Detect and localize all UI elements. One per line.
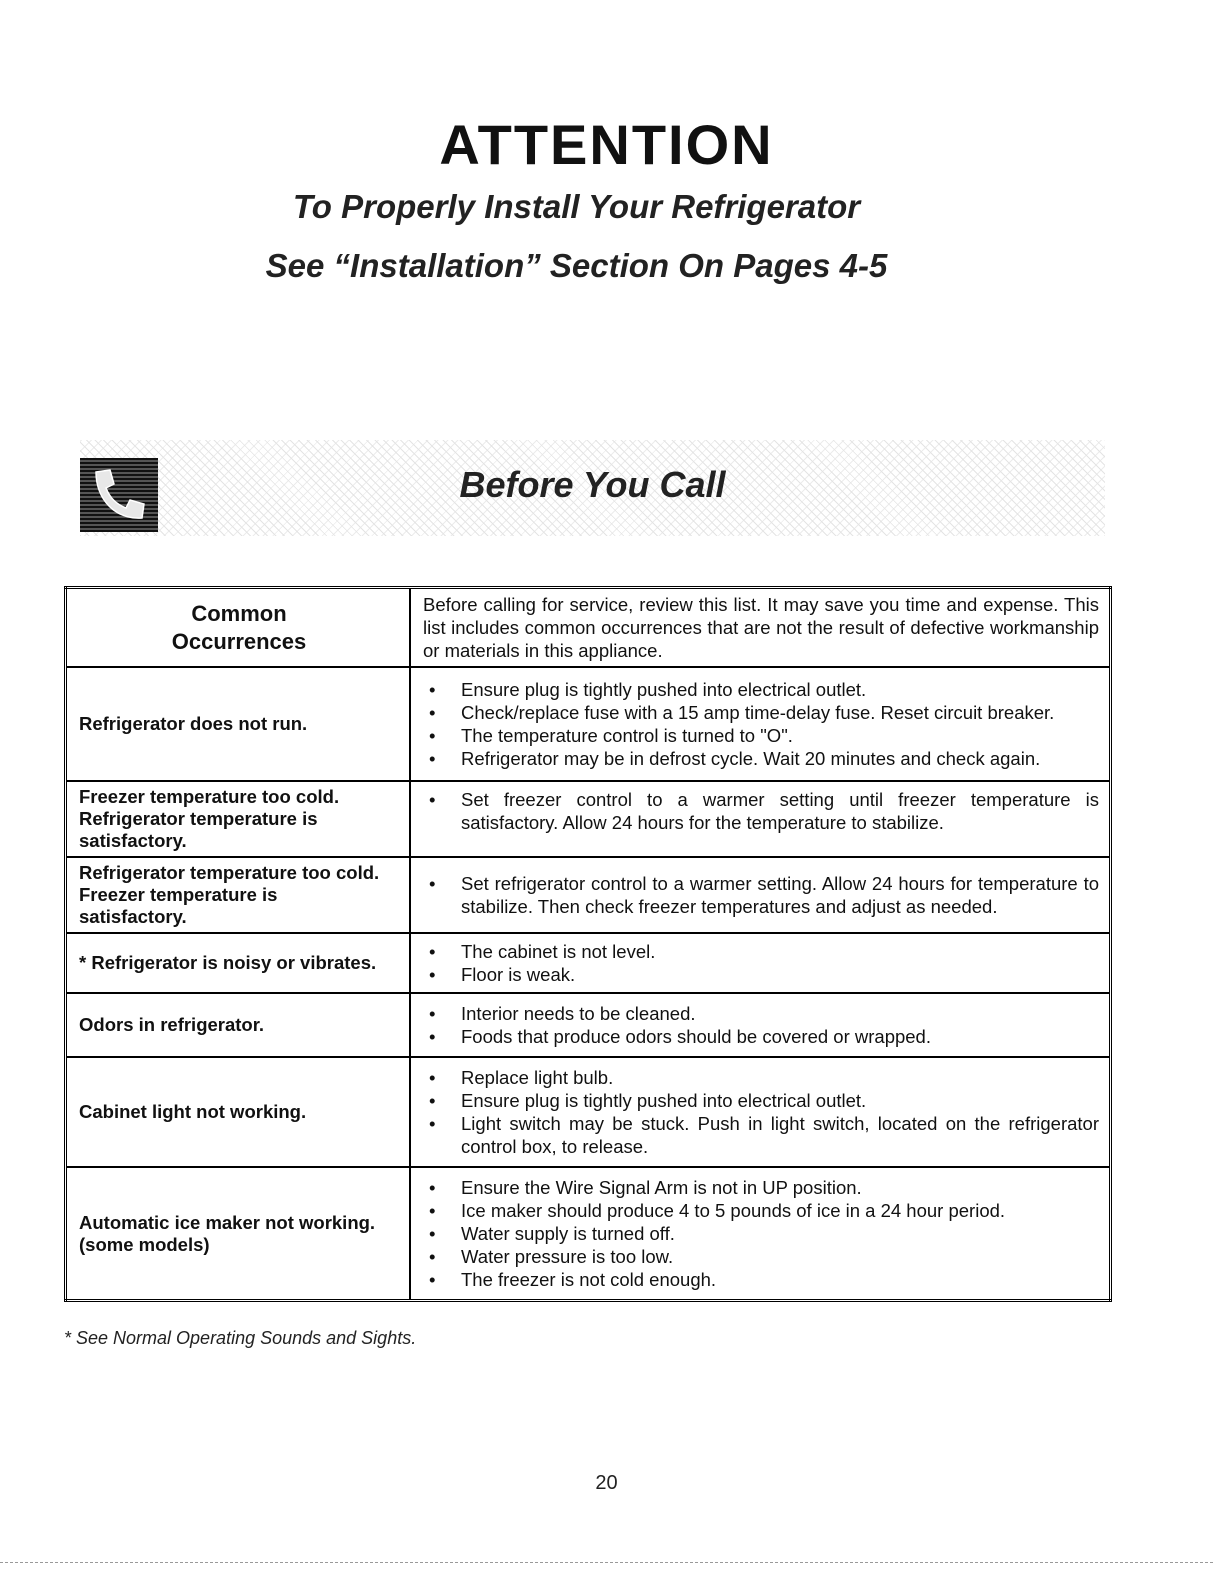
problem-cell xyxy=(66,1167,411,1301)
solution-item: • Refrigerator may be in defrost cycle. Wait 20 minutes and check again. xyxy=(423,747,1099,770)
attention-heading: ATTENTION xyxy=(439,113,774,176)
solution-item: • Set refrigerator control to a warmer setting. Allow 24 hours for temperature to stabilize. Then check freezer temperatures and adjust as needed. xyxy=(423,872,1099,918)
solution-cell xyxy=(410,781,1111,857)
table-header-row xyxy=(66,588,1111,668)
solution-item: • Ensure plug is tightly pushed into electrical outlet. xyxy=(423,1089,1099,1112)
table-row xyxy=(66,781,1111,857)
solution-item: • Ensure the Wire Signal Arm is not in UP position. xyxy=(423,1176,1099,1199)
solution-cell xyxy=(410,1167,1111,1301)
solution-list xyxy=(423,788,1099,834)
bottom-rule xyxy=(0,1562,1213,1563)
solution-item: • Interior needs to be cleaned. xyxy=(423,1002,1099,1025)
problem-cell xyxy=(66,933,411,993)
solution-item: • The freezer is not cold enough. xyxy=(423,1268,1099,1291)
solution-item: • Floor is weak. xyxy=(423,963,1099,986)
solution-item: • Check/replace fuse with a 15 amp time-delay fuse. Reset circuit breaker. xyxy=(423,701,1099,724)
problem-text: satisfactory. xyxy=(79,906,187,927)
problem-text: Freezer temperature too cold. xyxy=(79,786,340,807)
solution-item: • Water pressure is too low. xyxy=(423,1245,1099,1268)
troubleshooting-table xyxy=(64,586,1112,1302)
solution-item: • Water supply is turned off. xyxy=(423,1222,1099,1245)
solution-list xyxy=(423,1176,1099,1291)
solution-cell xyxy=(410,667,1111,781)
header-left-line: Occurrences xyxy=(171,628,307,654)
solution-cell xyxy=(410,933,1111,993)
table-row xyxy=(66,1167,1111,1301)
table-row xyxy=(66,667,1111,781)
banner-title: Before You Call xyxy=(459,464,726,505)
problem-text: Odors in refrigerator. xyxy=(79,1014,265,1035)
problem-text: Refrigerator temperature too cold. xyxy=(79,862,380,883)
problem-text: (some models) xyxy=(79,1233,210,1255)
solution-item: • The cabinet is not level. xyxy=(423,940,1099,963)
problem-cell xyxy=(66,667,411,781)
table-row xyxy=(66,1057,1111,1167)
install-subtitle: To Properly Install Your Refrigerator xyxy=(292,188,861,225)
problem-cell xyxy=(66,857,411,933)
problem-text: Cabinet light not working. xyxy=(79,1101,307,1122)
solution-cell xyxy=(410,1057,1111,1167)
problem-text: Refrigerator temperature is xyxy=(79,808,318,829)
problem-text: satisfactory. xyxy=(79,830,187,851)
solution-item: • Foods that produce odors should be covered or wrapped. xyxy=(423,1025,1099,1048)
problem-text: * Refrigerator is noisy or vibrates. xyxy=(79,952,377,973)
table-row xyxy=(66,857,1111,933)
solution-item: • Light switch may be stuck. Push in light switch, located on the refrigerator control box, to release. xyxy=(423,1112,1099,1158)
page-number: 20 xyxy=(595,1472,618,1494)
installation-reference: See “Installation” Section On Pages 4-5 xyxy=(265,247,888,284)
header-intro-text: Before calling for service, review this list. It may save you time and expense. This list includes common occurrences that are not the result of defective workmanship or materials in this appliance. xyxy=(410,588,1111,668)
solution-list xyxy=(423,940,1099,986)
before-you-call-banner xyxy=(80,440,1105,536)
solution-list xyxy=(423,872,1099,918)
solution-cell xyxy=(410,857,1111,933)
solution-item: • The temperature control is turned to "O". xyxy=(423,724,1099,747)
solution-list xyxy=(423,1066,1099,1158)
table-row xyxy=(66,993,1111,1057)
header-left-line: Common xyxy=(191,600,287,626)
solution-cell xyxy=(410,993,1111,1057)
solution-item: • Ensure plug is tightly pushed into electrical outlet. xyxy=(423,678,1099,701)
header-common-occurrences xyxy=(66,588,411,668)
problem-text: Refrigerator does not run. xyxy=(79,713,308,734)
solution-item: • Set freezer control to a warmer setting until freezer temperature is satisfactory. Allow 24 hours for the temperature to stabilize. xyxy=(423,788,1099,834)
table-row xyxy=(66,933,1111,993)
problem-cell xyxy=(66,993,411,1057)
footnote: * See Normal Operating Sounds and Sights. xyxy=(64,1328,417,1348)
solution-list xyxy=(423,678,1099,770)
solution-list xyxy=(423,1002,1099,1048)
problem-cell xyxy=(66,781,411,857)
solution-item: • Ice maker should produce 4 to 5 pounds of ice in a 24 hour period. xyxy=(423,1199,1099,1222)
solution-item: • Replace light bulb. xyxy=(423,1066,1099,1089)
problem-text: Automatic ice maker not working. xyxy=(79,1211,376,1233)
problem-text: Freezer temperature is xyxy=(79,884,278,905)
problem-cell xyxy=(66,1057,411,1167)
